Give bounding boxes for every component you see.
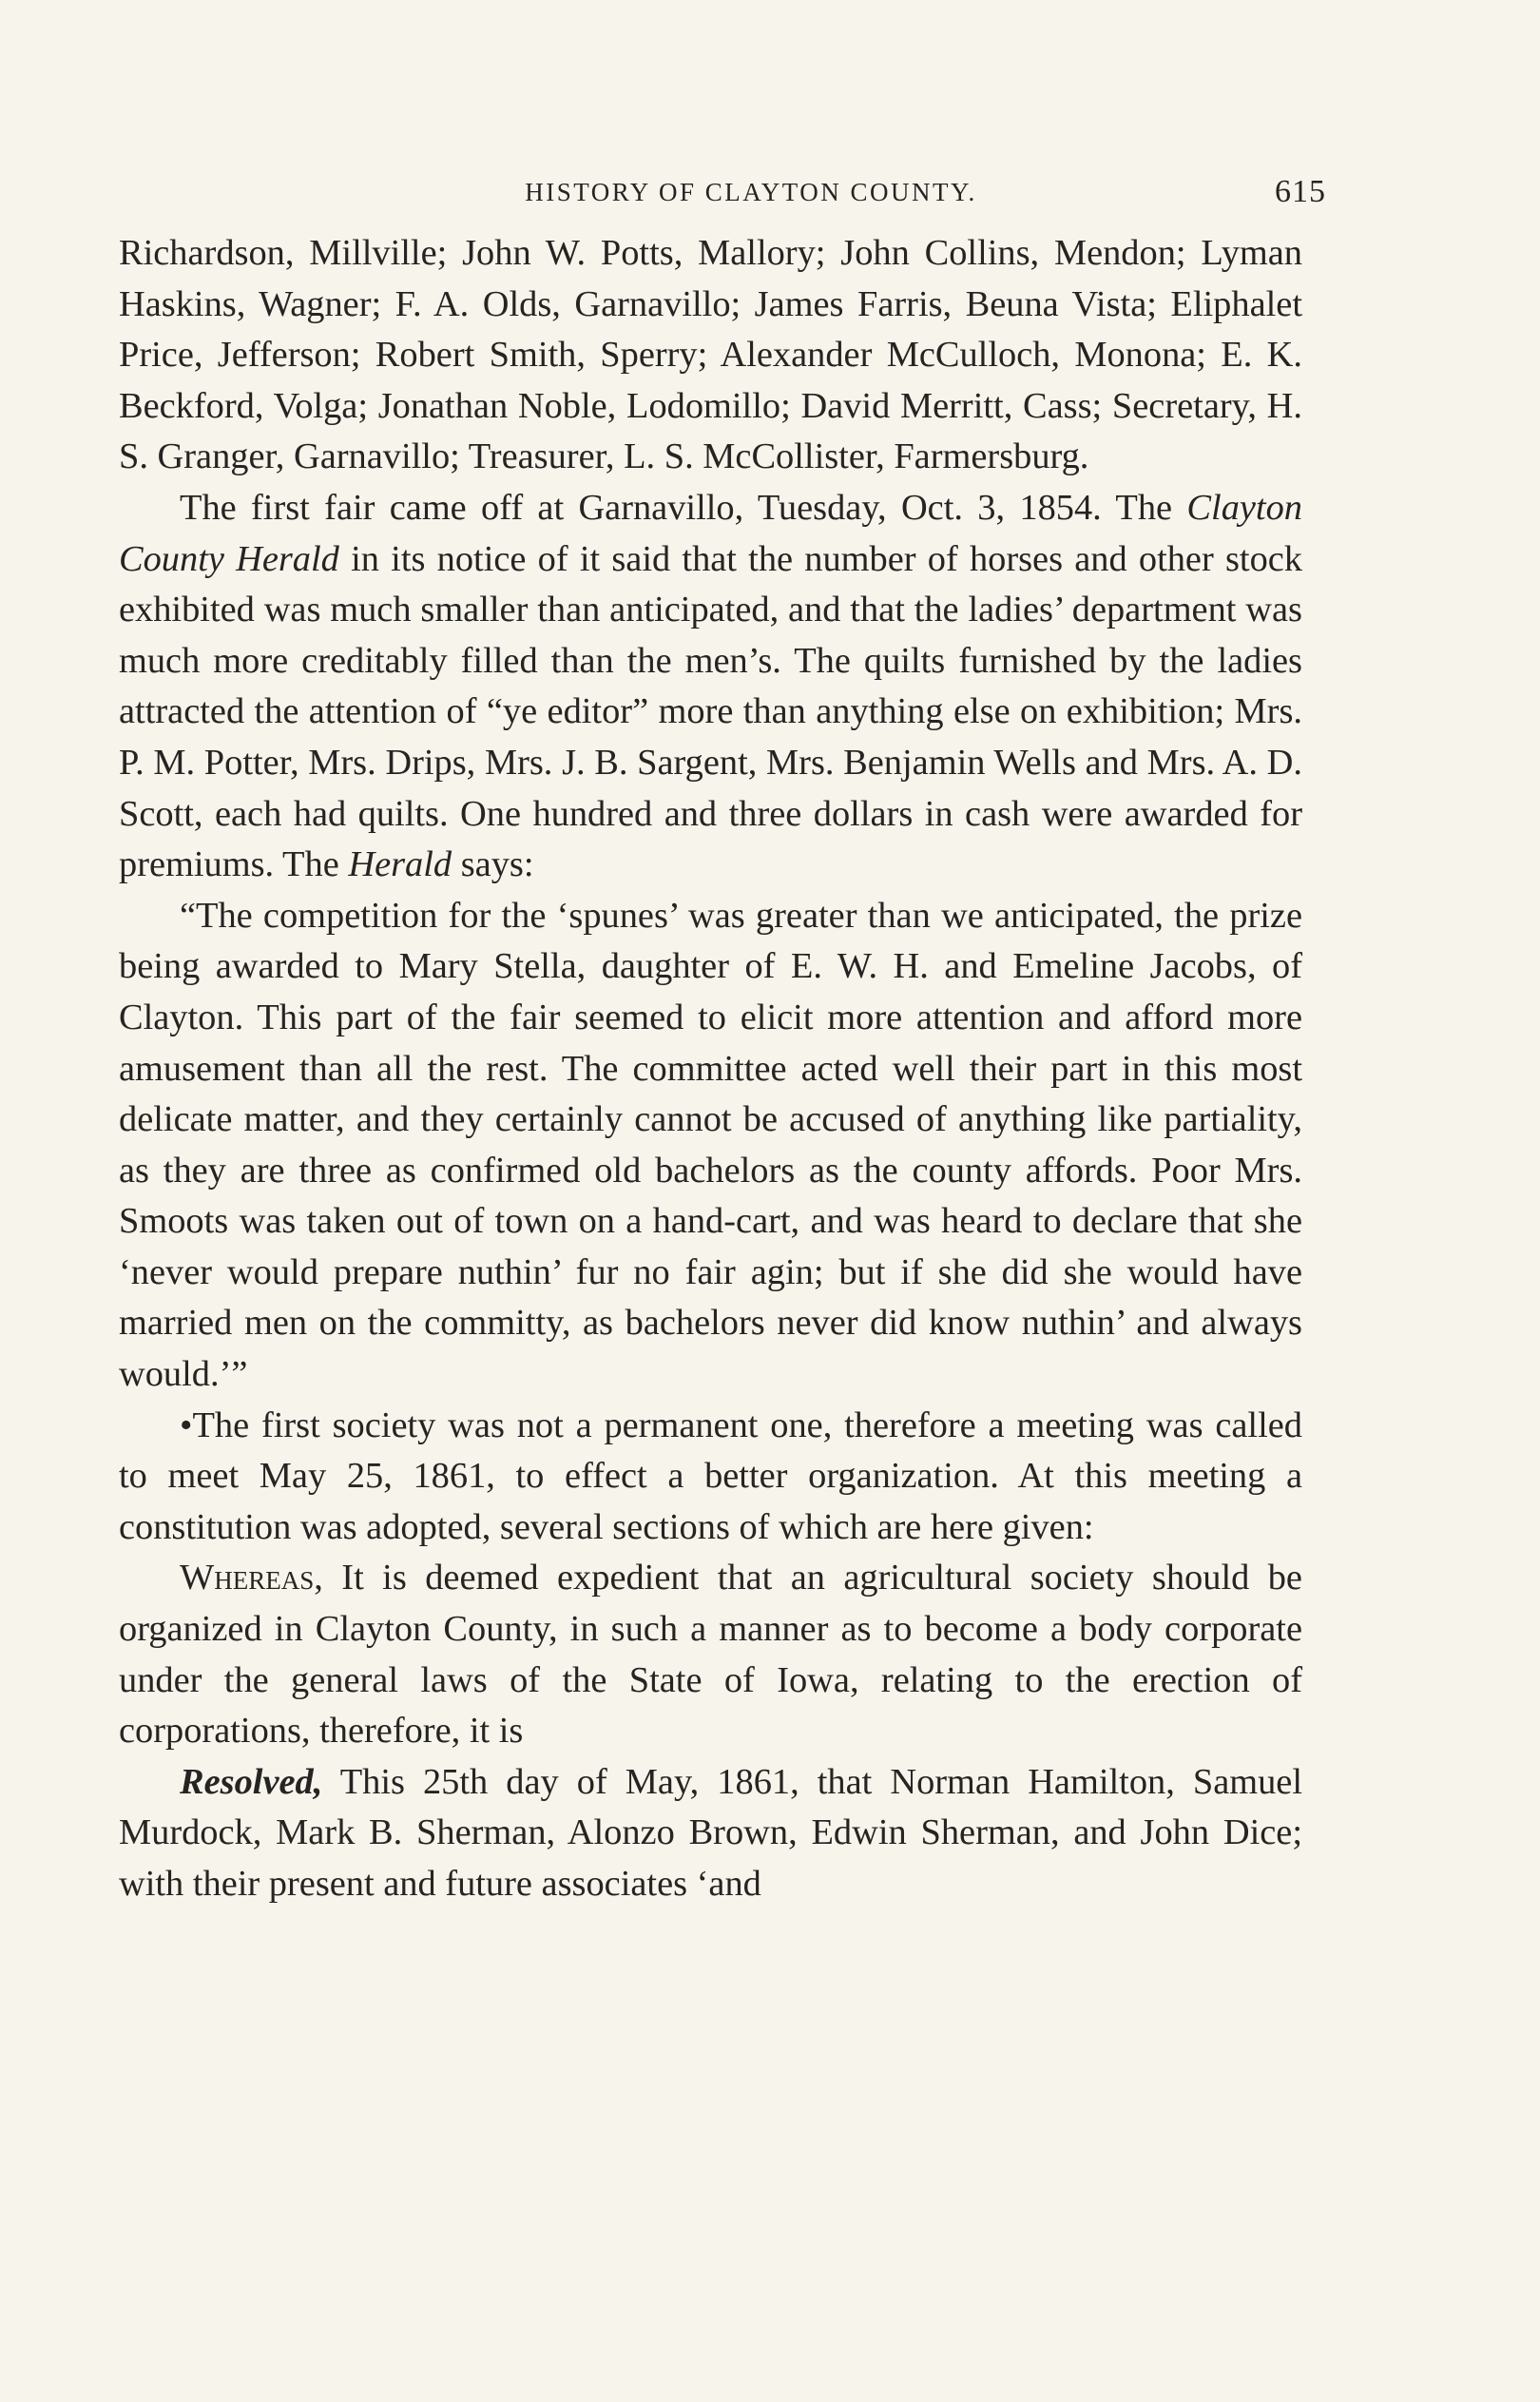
page-header [176, 171, 1326, 213]
page-number: 615 [1275, 174, 1326, 209]
resolved-text: This 25th day of May, 1861, that Norman Hamilton, Samuel Murdock, Mark B. Sherman, Alonzo Brown, Edwin Sherman, and John Dice; with their present and future associates ‘and [119, 1761, 1303, 1904]
first-fair-text-e: says: [460, 844, 534, 885]
first-fair-text-a: The first fair came off at Garnavillo, Tuesday, Oct. 3, 1854. The [180, 487, 1173, 528]
paragraph-first-fair [119, 483, 1302, 891]
newspaper-short-title: Herald [348, 844, 452, 885]
paragraph-whereas [119, 1553, 1302, 1756]
whereas-text: It is deemed expedient that an agricultural society should be organized in Clayton County, in such a manner as to become a body corporate under the general laws of the State of Iowa, relating to the erection of corporations, therefore, it is [119, 1558, 1302, 1752]
paragraph-herald-quote: “The competition for the ‘spunes’ was greater than we anticipated, the prize being awarded to Mary Stella, daughter of E. W. H. and Emeline Jacobs, of Clayton. This part of the fair seemed to elicit more attention and afford more amusement than all the rest. The committee acted well their part in this most delicate matter, and they certainly cannot be accused of anything like partiality, as they are three as confirmed old bachelors as the county affords. Poor Mrs. Smoots was taken out of town on a hand-cart, and was heard to declare that she ‘never would prepare nuthin’ fur no fair agin; but if she did she would have married men on the committy, as bachelors never did know nuthin’ and always would.’” [119, 895, 1302, 1395]
newspaper-title: Clayton County Herald [119, 487, 1302, 579]
whereas-lead: Whereas, [180, 1558, 323, 1598]
running-head: HISTORY OF CLAYTON COUNTY. [525, 178, 977, 206]
page-body [119, 228, 1302, 1910]
paragraph-resolved [119, 1757, 1302, 1910]
first-fair-text-c: in its notice of it said that the number of horses and other stock exhibited was much smaller than anticipated, and that the ladies’ department was much more creditably filled than the men’s. The quilts furnished by the ladies attracted the attention of “ye editor” more than anything else on exhibition; Mrs. P. M. Potter, Mrs. Drips, Mrs. J. B. Sargent, Mrs. Benjamin Wells and Mrs. A. D. Scott, each had quilts. One hundred and three dollars in cash were awarded for premiums. The [119, 538, 1302, 885]
paragraph-society-meeting: •The first society was not a permanent one, therefore a meeting was called to meet May 25, 1861, to effect a better organization. At this meeting a constitution was adopted, several sections of which are here given: [119, 1404, 1302, 1547]
paragraph-committee-list: Richardson, Millville; John W. Potts, Mallory; John Collins, Mendon; Lyman Haskins, Wagner; F. A. Olds, Garnavillo; James Farris, Beuna Vista; Eliphalet Price, Jefferson; Robert Smith, Sperry; Alexander McCulloch, Monona; E. K. Beckford, Volga; Jonathan Noble, Lodomillo; David Merritt, Cass; Secretary, H. S. Granger, Garnavillo; Treasurer, L. S. McCollister, Farmersburg. [119, 233, 1302, 477]
resolved-lead: Resolved, [180, 1761, 323, 1802]
